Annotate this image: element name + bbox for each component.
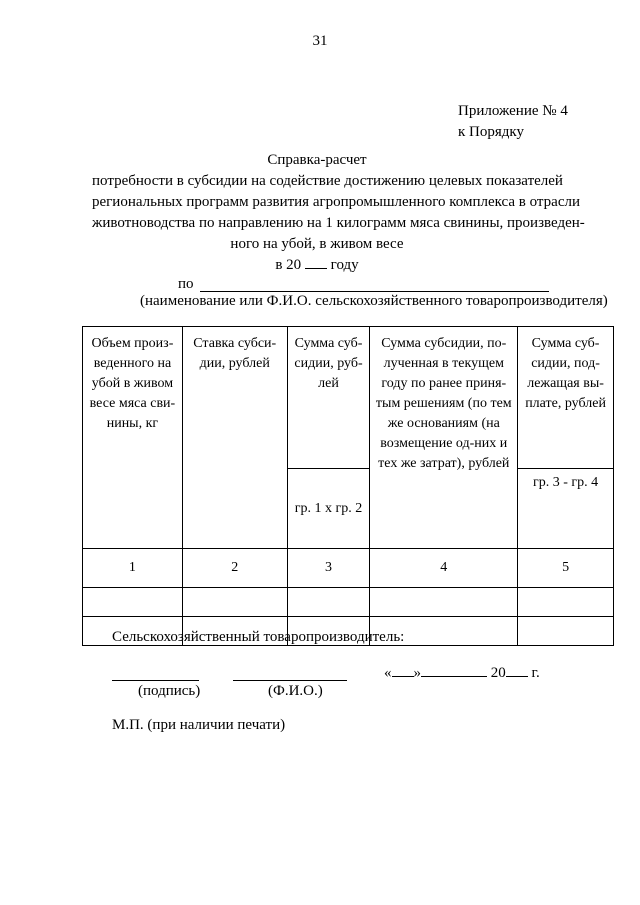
col-number-5: 5: [518, 549, 614, 588]
table-cell[interactable]: [182, 588, 287, 617]
header-rate: Ставка субси-дии, рублей: [182, 327, 287, 549]
title-line-4: животноводства по направлению на 1 килограмм мяса свинины, произведен-: [92, 215, 585, 231]
title-line-1: Справка-расчет: [267, 152, 367, 168]
header-received-amount: Сумма субсидии, по-лученная в текущем году по ранее приня-тым решениям (по тем же основаниям (на возмещение од-них и тех же затрат), рублей: [370, 327, 518, 549]
date-day-blank[interactable]: [392, 664, 414, 677]
date-row: [384, 664, 540, 682]
page-number: 31: [312, 33, 328, 49]
annex-number: Приложение № 4: [458, 103, 568, 119]
annex-reference: к Порядку: [458, 124, 524, 140]
date-suffix: г.: [531, 665, 540, 681]
date-year-prefix: 20: [490, 665, 506, 681]
stamp-note: М.П. (при наличии печати): [112, 717, 286, 733]
recipient-hint: (наименование или Ф.И.О. сельскохозяйственного товаропроизводителя): [140, 293, 608, 309]
col-number-4: 4: [370, 549, 518, 588]
header-payable-amount: Сумма суб-сидии, под-лежащая вы-плате, рублей: [518, 327, 614, 469]
date-open-quote: «: [384, 665, 392, 681]
table-cell[interactable]: [83, 588, 183, 617]
table-cell[interactable]: [518, 588, 614, 617]
col-number-2: 2: [182, 549, 287, 588]
name-line[interactable]: [233, 680, 347, 681]
date-month-blank[interactable]: [421, 664, 487, 677]
signature-caption: (подпись): [138, 683, 201, 699]
title-line-3: региональных программ развития агропромышленного комплекса в отрасли: [92, 194, 580, 210]
signature-line[interactable]: [112, 680, 199, 681]
title-year-line: [92, 255, 542, 276]
subsidy-table: [82, 326, 614, 646]
table-row: [83, 588, 614, 617]
col-number-3: 3: [287, 549, 370, 588]
year-blank[interactable]: [305, 256, 327, 269]
table-cell[interactable]: [370, 588, 518, 617]
producer-label: Сельскохозяйственный товаропроизводитель:: [112, 629, 405, 645]
table-cell[interactable]: [287, 588, 370, 617]
date-close-quote: »: [413, 665, 421, 681]
year-prefix: в 20: [275, 257, 302, 273]
title-line-5: ного на убой, в живом весе: [230, 236, 404, 252]
col-number-1: 1: [83, 549, 183, 588]
header-volume: Объем произ-веденного на убой в живом весе мяса сви-нины, кг: [83, 327, 183, 549]
document-title: [92, 150, 585, 276]
recipient-line[interactable]: [200, 291, 549, 292]
year-suffix: году: [330, 257, 359, 273]
table-cell[interactable]: [518, 617, 614, 646]
header-subsidy-amount: Сумма суб-сидии, руб-лей: [287, 327, 370, 469]
formula-col3: гр. 1 х гр. 2: [287, 469, 370, 549]
title-line-2: потребности в субсидии на содействие достижению целевых показателей: [92, 173, 563, 189]
formula-col5: гр. 3 - гр. 4: [518, 469, 614, 549]
name-caption: (Ф.И.О.): [268, 683, 323, 699]
date-year-blank[interactable]: [506, 664, 528, 677]
annex-header: [458, 101, 568, 143]
recipient-label: по: [178, 276, 194, 292]
